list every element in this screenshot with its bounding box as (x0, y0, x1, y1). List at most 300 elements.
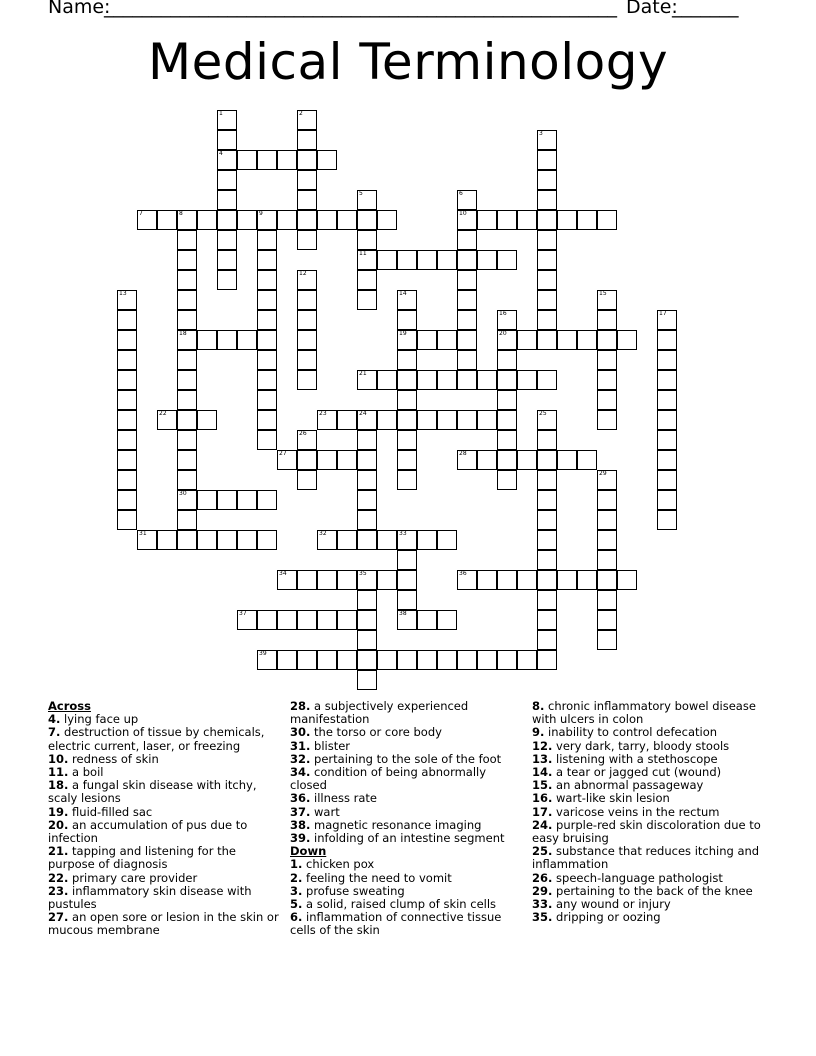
clue-number: 22. (48, 870, 69, 885)
grid-cell[interactable] (357, 210, 377, 230)
grid-cell[interactable] (217, 490, 237, 510)
grid-cell[interactable] (557, 330, 577, 350)
grid-cell[interactable] (297, 470, 317, 490)
grid-cell[interactable] (357, 490, 377, 510)
grid-cell[interactable] (297, 310, 317, 330)
clue-number: 7. (48, 725, 61, 740)
grid-cell[interactable] (397, 350, 417, 370)
grid-cell[interactable] (197, 330, 217, 350)
grid-cell[interactable] (257, 490, 277, 510)
grid-cell[interactable] (357, 470, 377, 490)
grid-cell[interactable] (257, 270, 277, 290)
grid-cell[interactable] (537, 490, 557, 510)
grid-cell[interactable] (537, 430, 557, 450)
grid-cell[interactable] (117, 390, 137, 410)
grid-cell[interactable] (537, 590, 557, 610)
grid-cell[interactable] (357, 650, 377, 670)
grid-cell[interactable] (537, 330, 557, 350)
grid-cell[interactable] (537, 290, 557, 310)
clue-text: inflammation of connective tissue cells of the skin (290, 910, 502, 938)
grid-cell[interactable] (577, 330, 597, 350)
down-heading: Down (290, 844, 327, 859)
grid-cell[interactable] (397, 570, 417, 590)
clue-number-label: 21 (359, 370, 367, 377)
clue-text: a fungal skin disease with itchy, scaly lesions (48, 778, 257, 806)
grid-cell[interactable] (317, 610, 337, 630)
grid-cell[interactable] (437, 250, 457, 270)
grid-cell[interactable] (357, 590, 377, 610)
grid-cell[interactable] (537, 210, 557, 230)
grid-cell[interactable] (217, 130, 237, 150)
grid-cell[interactable] (257, 290, 277, 310)
grid-cell[interactable] (437, 650, 457, 670)
grid-cell[interactable] (497, 390, 517, 410)
clue-text: an accumulation of pus due to infection (48, 817, 248, 846)
grid-cell[interactable] (377, 210, 397, 230)
grid-cell[interactable] (117, 350, 137, 370)
grid-cell[interactable] (437, 610, 457, 630)
clue-number: 9. (532, 725, 545, 740)
clue-number: 28. (290, 699, 311, 713)
grid-cell[interactable] (177, 450, 197, 470)
grid-cell[interactable] (297, 650, 317, 670)
grid-cell[interactable] (657, 510, 677, 530)
clue-number: 5. (290, 897, 303, 912)
grid-cell[interactable] (657, 330, 677, 350)
clue-text: primary care provider (72, 870, 198, 885)
clue-text: very dark, tarry, bloody stools (556, 738, 730, 753)
grid-cell[interactable] (297, 570, 317, 590)
grid-cell[interactable] (177, 430, 197, 450)
grid-cell[interactable] (597, 210, 617, 230)
grid-cell[interactable] (297, 330, 317, 350)
grid-cell[interactable] (457, 290, 477, 310)
grid-cell[interactable] (657, 450, 677, 470)
grid-cell[interactable] (177, 390, 197, 410)
grid-cell[interactable] (337, 530, 357, 550)
grid-cell[interactable] (117, 450, 137, 470)
grid-cell[interactable] (597, 590, 617, 610)
clue-number: 32. (290, 751, 311, 766)
clue-item (48, 726, 280, 752)
grid-cell[interactable] (577, 570, 597, 590)
grid-cell[interactable] (297, 130, 317, 150)
grid-cell[interactable] (317, 650, 337, 670)
grid-cell[interactable] (437, 410, 457, 430)
grid-cell[interactable] (397, 410, 417, 430)
grid-cell[interactable] (497, 210, 517, 230)
grid-cell[interactable] (497, 450, 517, 470)
grid-cell[interactable] (537, 450, 557, 470)
grid-cell[interactable] (317, 570, 337, 590)
grid-cell[interactable] (397, 550, 417, 570)
grid-cell[interactable] (437, 330, 457, 350)
grid-cell[interactable] (217, 330, 237, 350)
grid-cell[interactable] (537, 150, 557, 170)
grid-cell[interactable] (417, 610, 437, 630)
grid-cell[interactable] (537, 470, 557, 490)
grid-cell[interactable] (377, 370, 397, 390)
grid-cell[interactable] (237, 490, 257, 510)
grid-cell[interactable] (197, 210, 217, 230)
grid-cell[interactable] (257, 370, 277, 390)
grid-cell[interactable] (337, 650, 357, 670)
grid-cell[interactable] (297, 170, 317, 190)
grid-cell[interactable] (277, 650, 297, 670)
grid-cell[interactable] (377, 650, 397, 670)
grid-cell[interactable] (657, 470, 677, 490)
grid-cell[interactable] (537, 230, 557, 250)
grid-cell[interactable] (597, 610, 617, 630)
grid-cell[interactable] (277, 150, 297, 170)
grid-cell[interactable] (357, 270, 377, 290)
clue-number: 8. (532, 699, 545, 713)
clue-number: 30. (290, 725, 311, 740)
clue-number: 2. (290, 870, 303, 885)
grid-cell[interactable] (477, 650, 497, 670)
grid-cell[interactable] (297, 350, 317, 370)
clue-number-label: 16 (499, 310, 507, 317)
grid-cell[interactable] (617, 570, 637, 590)
grid-cell[interactable] (397, 390, 417, 410)
grid-cell[interactable] (337, 570, 357, 590)
grid-cell[interactable] (197, 530, 217, 550)
grid-cell[interactable] (297, 610, 317, 630)
grid-cell[interactable] (257, 410, 277, 430)
grid-cell[interactable] (597, 390, 617, 410)
grid-cell[interactable] (337, 610, 357, 630)
grid-cell[interactable] (217, 170, 237, 190)
clue-number-label: 36 (459, 570, 467, 577)
grid-cell[interactable] (177, 270, 197, 290)
grid-cell[interactable] (597, 630, 617, 650)
grid-cell[interactable] (297, 370, 317, 390)
grid-cell[interactable] (417, 530, 437, 550)
grid-cell[interactable] (397, 310, 417, 330)
clues-column-1 (48, 700, 280, 938)
grid-cell[interactable] (477, 210, 497, 230)
grid-cell[interactable] (117, 470, 137, 490)
grid-cell[interactable] (497, 430, 517, 450)
grid-cell[interactable] (177, 470, 197, 490)
grid-cell[interactable] (217, 530, 237, 550)
grid-cell[interactable] (597, 350, 617, 370)
grid-cell[interactable] (417, 650, 437, 670)
grid-cell[interactable] (257, 310, 277, 330)
clue-item (290, 911, 522, 937)
grid-cell[interactable] (257, 230, 277, 250)
clue-item (48, 779, 280, 805)
grid-cell[interactable] (217, 190, 237, 210)
grid-cell[interactable] (237, 150, 257, 170)
grid-cell[interactable] (117, 510, 137, 530)
grid-cell[interactable] (517, 570, 537, 590)
grid-cell[interactable] (277, 210, 297, 230)
clue-number: 17. (532, 804, 553, 819)
grid-cell[interactable] (357, 510, 377, 530)
grid-cell[interactable] (397, 250, 417, 270)
grid-cell[interactable] (337, 410, 357, 430)
grid-cell[interactable] (317, 150, 337, 170)
grid-cell[interactable] (177, 510, 197, 530)
grid-cell[interactable] (457, 270, 477, 290)
clue-text: speech-language pathologist (556, 870, 723, 885)
clue-number: 12. (532, 738, 553, 753)
grid-cell[interactable] (357, 670, 377, 690)
grid-cell[interactable] (357, 430, 377, 450)
grid-cell[interactable] (117, 490, 137, 510)
clue-number-label: 19 (399, 330, 407, 337)
grid-cell[interactable] (177, 230, 197, 250)
grid-cell[interactable] (537, 650, 557, 670)
grid-cell[interactable] (337, 210, 357, 230)
grid-cell[interactable] (237, 330, 257, 350)
grid-cell[interactable] (537, 310, 557, 330)
grid-cell[interactable] (537, 570, 557, 590)
grid-cell[interactable] (117, 330, 137, 350)
grid-cell[interactable] (417, 250, 437, 270)
grid-cell[interactable] (257, 250, 277, 270)
grid-cell[interactable] (497, 250, 517, 270)
grid-cell[interactable] (657, 430, 677, 450)
grid-cell[interactable] (497, 370, 517, 390)
grid-cell[interactable] (537, 530, 557, 550)
grid-cell[interactable] (597, 490, 617, 510)
grid-cell[interactable] (597, 370, 617, 390)
grid-cell[interactable] (357, 610, 377, 630)
clue-text: blister (314, 738, 351, 753)
grid-cell[interactable] (117, 370, 137, 390)
clue-number: 10. (48, 751, 69, 766)
grid-cell[interactable] (437, 530, 457, 550)
grid-cell[interactable] (217, 250, 237, 270)
grid-cell[interactable] (557, 450, 577, 470)
grid-cell[interactable] (177, 310, 197, 330)
grid-cell[interactable] (357, 230, 377, 250)
grid-cell[interactable] (597, 330, 617, 350)
grid-cell[interactable] (457, 250, 477, 270)
grid-cell[interactable] (177, 250, 197, 270)
grid-cell[interactable] (457, 230, 477, 250)
grid-cell[interactable] (477, 570, 497, 590)
grid-cell[interactable] (297, 230, 317, 250)
clue-number-label: 18 (179, 330, 187, 337)
date-label: Date: (626, 0, 678, 18)
grid-cell[interactable] (497, 410, 517, 430)
grid-cell[interactable] (437, 370, 457, 390)
clue-number-label: 32 (319, 530, 327, 537)
clue-number-label: 1 (219, 110, 223, 117)
grid-cell[interactable] (177, 350, 197, 370)
grid-cell[interactable] (357, 530, 377, 550)
grid-cell[interactable] (277, 610, 297, 630)
grid-cell[interactable] (537, 250, 557, 270)
grid-cell[interactable] (657, 370, 677, 390)
clue-number: 31. (290, 738, 311, 753)
clue-number: 1. (290, 857, 303, 872)
grid-cell[interactable] (397, 590, 417, 610)
grid-cell[interactable] (537, 170, 557, 190)
grid-cell[interactable] (517, 650, 537, 670)
clue-number: 11. (48, 765, 69, 780)
grid-cell[interactable] (597, 530, 617, 550)
clue-number: 23. (48, 883, 69, 898)
grid-cell[interactable] (537, 270, 557, 290)
grid-cell[interactable] (537, 610, 557, 630)
grid-cell[interactable] (597, 410, 617, 430)
grid-cell[interactable] (197, 410, 217, 430)
grid-cell[interactable] (117, 410, 137, 430)
grid-cell[interactable] (657, 490, 677, 510)
grid-cell[interactable] (537, 510, 557, 530)
grid-cell[interactable] (117, 310, 137, 330)
grid-cell[interactable] (597, 310, 617, 330)
grid-cell[interactable] (217, 270, 237, 290)
clue-text: purple-red skin discoloration due to easy bruising (532, 817, 761, 846)
grid-cell[interactable] (417, 330, 437, 350)
grid-cell[interactable] (457, 410, 477, 430)
clue-number-label: 35 (359, 570, 367, 577)
grid-cell[interactable] (517, 450, 537, 470)
grid-cell[interactable] (557, 210, 577, 230)
grid-cell[interactable] (497, 470, 517, 490)
clue-number: 4. (48, 712, 61, 727)
grid-cell[interactable] (217, 230, 237, 250)
grid-cell[interactable] (497, 650, 517, 670)
grid-cell[interactable] (597, 550, 617, 570)
grid-cell[interactable] (517, 210, 537, 230)
grid-cell[interactable] (297, 290, 317, 310)
clue-text: magnetic resonance imaging (314, 817, 482, 832)
clue-text: inability to control defecation (548, 725, 718, 740)
grid-cell[interactable] (377, 410, 397, 430)
clue-number-label: 33 (399, 530, 407, 537)
grid-cell[interactable] (477, 370, 497, 390)
grid-cell[interactable] (257, 330, 277, 350)
grid-cell[interactable] (557, 570, 577, 590)
grid-cell[interactable] (537, 190, 557, 210)
grid-cell[interactable] (157, 210, 177, 230)
grid-cell[interactable] (297, 190, 317, 210)
date-field[interactable]: _______ (672, 0, 739, 18)
grid-cell[interactable] (397, 430, 417, 450)
grid-cell[interactable] (177, 530, 197, 550)
grid-cell[interactable] (177, 290, 197, 310)
grid-cell[interactable] (377, 570, 397, 590)
grid-cell[interactable] (517, 370, 537, 390)
clue-number: 38. (290, 817, 311, 832)
clue-text: chicken pox (306, 857, 375, 872)
clue-text: lying face up (64, 712, 139, 727)
grid-cell[interactable] (237, 530, 257, 550)
grid-cell[interactable] (457, 310, 477, 330)
grid-cell[interactable] (337, 450, 357, 470)
grid-cell[interactable] (257, 350, 277, 370)
grid-cell[interactable] (357, 290, 377, 310)
name-field[interactable]: ______________________________________________________ (104, 0, 617, 18)
grid-cell[interactable] (257, 390, 277, 410)
grid-cell[interactable] (157, 530, 177, 550)
grid-cell[interactable] (497, 350, 517, 370)
grid-cell[interactable] (237, 210, 257, 230)
clue-number: 27. (48, 910, 69, 925)
grid-cell[interactable] (537, 630, 557, 650)
grid-cell[interactable] (397, 470, 417, 490)
grid-cell[interactable] (397, 650, 417, 670)
clue-text: pertaining to the sole of the foot (314, 751, 502, 766)
grid-cell[interactable] (317, 210, 337, 230)
grid-cell[interactable] (317, 450, 337, 470)
grid-cell[interactable] (257, 530, 277, 550)
grid-cell[interactable] (297, 210, 317, 230)
grid-cell[interactable] (177, 410, 197, 430)
grid-cell[interactable] (357, 630, 377, 650)
grid-cell[interactable] (477, 250, 497, 270)
grid-cell[interactable] (597, 510, 617, 530)
grid-cell[interactable] (217, 210, 237, 230)
grid-cell[interactable] (257, 430, 277, 450)
grid-cell[interactable] (117, 430, 137, 450)
grid-cell[interactable] (657, 390, 677, 410)
grid-cell[interactable] (457, 350, 477, 370)
clue-number-label: 34 (279, 570, 287, 577)
grid-cell[interactable] (177, 370, 197, 390)
clue-text: illness rate (314, 791, 377, 806)
clue-text: a subjectively experienced manifestation (290, 699, 469, 727)
grid-cell[interactable] (537, 370, 557, 390)
grid-cell[interactable] (657, 410, 677, 430)
clue-text: inflammatory skin disease with pustules (48, 883, 252, 912)
grid-cell[interactable] (537, 550, 557, 570)
grid-cell[interactable] (477, 410, 497, 430)
grid-cell[interactable] (377, 250, 397, 270)
grid-cell[interactable] (397, 370, 417, 390)
grid-cell[interactable] (457, 370, 477, 390)
grid-cell[interactable] (597, 570, 617, 590)
grid-cell[interactable] (497, 570, 517, 590)
grid-cell[interactable] (357, 450, 377, 470)
grid-cell[interactable] (577, 210, 597, 230)
grid-cell[interactable] (257, 150, 277, 170)
grid-cell[interactable] (377, 530, 397, 550)
grid-cell[interactable] (257, 610, 277, 630)
clue-number-label: 3 (539, 130, 543, 137)
clue-number: 34. (290, 765, 311, 780)
grid-cell[interactable] (417, 370, 437, 390)
grid-cell[interactable] (297, 150, 317, 170)
grid-cell[interactable] (477, 450, 497, 470)
clue-number: 37. (290, 804, 311, 819)
clue-text: listening with a stethoscope (556, 751, 718, 766)
grid-cell[interactable] (397, 450, 417, 470)
grid-cell[interactable] (297, 450, 317, 470)
grid-cell[interactable] (417, 410, 437, 430)
clue-item (290, 700, 522, 726)
grid-cell[interactable] (617, 330, 637, 350)
clue-number: 15. (532, 778, 553, 793)
grid-cell[interactable] (577, 450, 597, 470)
grid-cell[interactable] (457, 330, 477, 350)
clue-number-label: 30 (179, 490, 187, 497)
grid-cell[interactable] (197, 490, 217, 510)
grid-cell[interactable] (457, 650, 477, 670)
grid-cell[interactable] (657, 350, 677, 370)
clue-text: any wound or injury (556, 897, 671, 912)
clue-text: a tear or jagged cut (wound) (556, 765, 722, 780)
clue-number-label: 23 (319, 410, 327, 417)
grid-cell[interactable] (517, 330, 537, 350)
clue-number: 13. (532, 751, 553, 766)
